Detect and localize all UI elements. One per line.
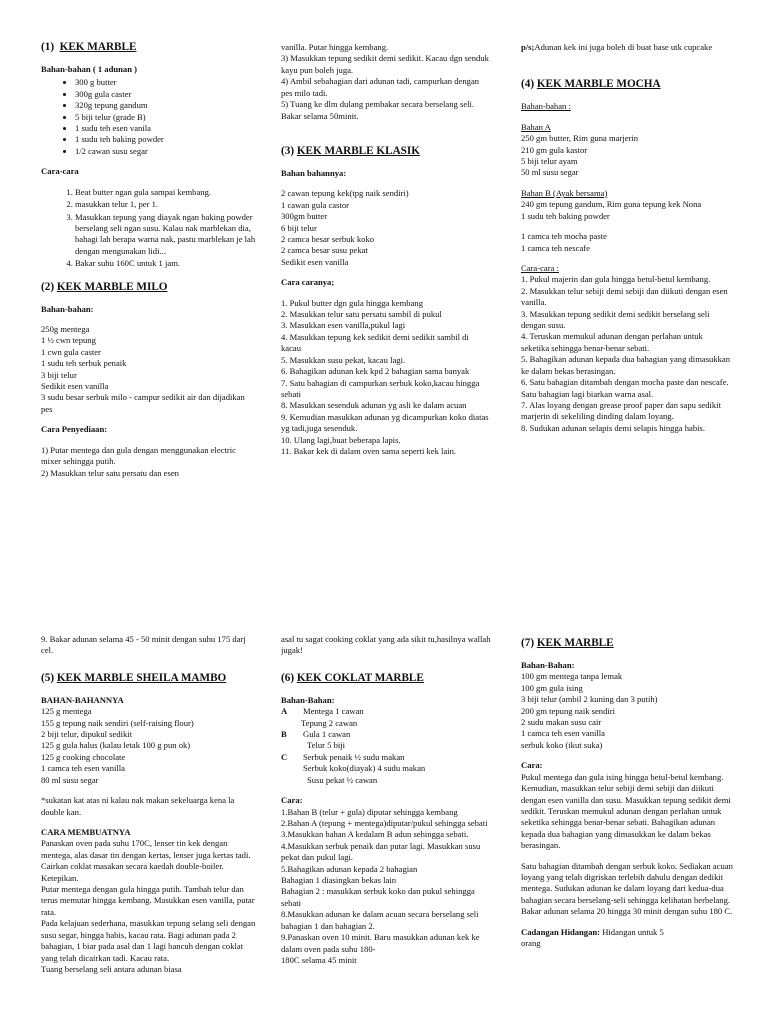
list-item: 1 sudu teh baking powder <box>521 210 610 221</box>
list-item: 250 gm butter, Rim guna marjerin <box>521 133 639 144</box>
ingredient-group-b: B Gula 1 cawan Telur 5 biji <box>281 729 491 752</box>
column-bottom-middle <box>281 634 491 1024</box>
column-top-middle <box>281 42 491 602</box>
list-item: 2. masukkan telur 1, per 1. <box>75 199 256 210</box>
list-item: • 300 g butter <box>75 77 256 88</box>
list-item: 125 g cooking chocolate <box>41 751 126 762</box>
list-item: 5 biji telur ayam <box>521 156 578 166</box>
list-item: 8. Sudukan adunan selapis demi selapis hingga habis. <box>521 422 706 433</box>
list-item: 3 sudu besar serbuk milo - campur sedikit air dan dijadikan pes <box>41 392 245 414</box>
ingredient-group-a: A Mentega 1 cawan Tepung 2 cawan <box>281 706 491 729</box>
list-item: 2 camca besar susu pekat <box>281 245 368 256</box>
list-item: vanilla. Putar hingga kembang. <box>281 42 389 52</box>
list-item: 125 g mentega <box>41 706 92 717</box>
list-item: 1. Pukul majerin dan gula hingga betul-betul kembang. <box>521 274 711 285</box>
method-heading: CARA MEMBUATNYA <box>41 826 131 837</box>
list-item: 5) Tuang ke dlm dulang pembakar secara berselang seli. Bakar selama 50minit. <box>281 99 475 121</box>
recipe-title-3: (3) KEK MARBLE KLASIK <box>281 144 420 157</box>
list-item: 4) Ambil sebahagian dari adunan tadi, campurkan dengan pes milo tadi. <box>281 76 480 98</box>
ingredients-heading: Bahan-bahan ( 1 adunan ) <box>41 63 138 74</box>
list-item: 1 camca teh esen vanilla <box>41 763 125 774</box>
list-item: Susu pekat ½ cawan <box>307 774 378 785</box>
list-item: 1. Pukul butter dgn gula hingga kembang <box>281 297 424 308</box>
paragraph: Pukul mentega dan gula ising hingga betul-betul kembang. Kemudian, masukkan telur sebiji demi sebiji dan diikuti dengan esen vanilla dan susu. Masukkan tepung sedikit demi sedikit. Teruskan memukul adunan dengan perlahan untuk seketika sehingga benar-benar sebati. Bahagikan adunan kepada dua bahagian yang dimasukkan ke dalam bekas berasingan. <box>521 771 731 851</box>
list-item: Sedikit esen vanilla <box>41 381 109 392</box>
list-item: 3 biji telur <box>41 369 77 380</box>
list-item: 2) Masukkan telur satu persatu dan esen <box>41 467 179 478</box>
recipe-title-4: (4) KEK MARBLE MOCHA <box>521 78 661 91</box>
list-item: 11. Bakar kek di dalam oven sama seperti kek lain. <box>281 446 457 457</box>
list-item: • 1/2 cawan susu segar <box>75 146 256 157</box>
list-item: 5. Masukkan susu pekat, kacau lagi. <box>281 354 406 365</box>
serving-suggestion: Cadangan Hidangan: Hidangan untuk 5 <box>521 926 664 937</box>
list-item: Sedikit esen vanilla <box>281 256 349 267</box>
list-item: 210 gm gula kastor <box>521 144 588 155</box>
list-item: 240 gm tepung gandum, Rim guna tepung kek Nona <box>521 199 702 210</box>
ingredients-heading: Bahan-bahan : <box>521 101 571 112</box>
list-item: 7. Alas loyang dengan grease proof paper dan sapu sedikit marjerin di sekeliling dinding dalam loyang. <box>521 400 721 422</box>
list-item: • 5 biji telur (grade B) <box>75 112 256 123</box>
list-item: 2. Masukkan telur sebiji demi sebiji dan diikuti dengan esen vanilla. <box>521 285 728 308</box>
paragraph: Panaskan oven pada suhu 170C, lenser tin kek dengan mentega, alas dasar tin dengan kertas, lenser juga kertas tadi. Cairkan coklat masakan secara kaedah double-boiler. Ketepikan. <box>41 838 251 883</box>
list-item: 2.Bahan A (tepung + mentega)diputar/pukul sehingga sebati <box>281 817 488 828</box>
list-item: 1) Putar mentega dan gula dengan menggunakan electric mixer sehingga putih. <box>41 444 236 467</box>
list-item: 1 cwn gula caster <box>41 346 101 357</box>
method-heading: Cara: <box>521 760 543 771</box>
list-item: Serbuk penaik ½ sudu makan <box>303 751 405 762</box>
list-item: 9.Panaskan oven 10 minit. Baru masukkan adunan kek ke dalam oven pada suhu 180- <box>281 932 480 954</box>
recipe-title-2: (2) KEK MARBLE MILO <box>41 280 168 293</box>
method-heading: Cara Penyediaan: <box>41 424 108 435</box>
list-item: 80 ml susu segar <box>41 774 99 785</box>
method-heading: Cara caranya; <box>281 277 335 288</box>
list-item: 155 g tepung naik sendiri (self-raising flour) <box>41 717 194 728</box>
list-item: Gula 1 cawan <box>303 729 351 739</box>
list-item: 1 sudu teh serbuk penaik <box>41 358 127 369</box>
recipe-title-6: (6) KEK COKLAT MARBLE <box>281 671 424 684</box>
list-item: 4. Masukkan tepung kek sedikit demi sedikit sambil di kacau <box>281 331 469 354</box>
list-item: 8.Masukkan adunan ke dalam acuan secara berselang seli bahagian 1 dan bahagian 2. <box>281 909 479 931</box>
list-item: orang <box>521 938 541 949</box>
list-item: 2. Masukkan telur satu persatu sambil di pukul <box>281 309 442 320</box>
list-item: 200 gm tepung naik sendiri <box>521 705 616 716</box>
list-item: 4.Masukkan serbuk penaik dan putar lagi. Masukkan susu pekat dan pukul lagi. <box>281 840 481 863</box>
list-item: 1. Beat butter ngan gula sampai kembang. <box>75 187 256 198</box>
list-item: Bahagian 1 diasingkan bekas lain <box>281 875 397 886</box>
list-item: 6 biji telur <box>281 222 317 233</box>
list-item: 7. Satu bahagian di campurkan serbuk koko,kacau hingga sebati <box>281 377 480 400</box>
list-item: 1 camca teh nescafe <box>521 242 590 253</box>
list-item: 4. Teruskan memukul adunan dengan perlahan untuk seketika sehingga benar-benar sebati. <box>521 331 703 353</box>
list-item: Tepung 2 cawan <box>301 717 358 728</box>
list-item: 125 g gula halus (kalau letak 100 g pun ok) <box>41 740 191 751</box>
ingredients-heading: Bahan-bahan: <box>41 303 94 314</box>
ingredient-list <box>41 77 256 157</box>
list-item: 4. Bakar suhu 160C untuk 1 jam. <box>75 258 256 269</box>
list-item: • 320g tepung gandum <box>75 100 256 111</box>
list-item: 8. Masukkan sesenduk adunan yg asli ke dalam acuan <box>281 400 467 411</box>
paragraph: Putar mentega dengan gula hingga putih. Tambah telur dan terus memutar hingga kembang. Masukkan esen vanilla, putar rata. <box>41 884 255 917</box>
paragraph: Satu bahagian ditambah dengan serbuk koko. Sediakan acuan loyang yang telah digriskan terlebih dahulu dengan dedikit mentega. Sudukan adunan ke dalam loyang dari kedua-dua bahagian secara berselang-seli sehingga kelihatan berbelang. Bakar adunan selama 20 hingga 30 minit dengan suhu 180 C. <box>521 860 733 917</box>
recipe-title-5: (5) KEK MARBLE SHEILA MAMBO <box>41 671 227 684</box>
ingredients-heading: Bahan bahannya: <box>281 167 347 178</box>
list-item: 6. Satu bahagian ditambah dengan mocha paste dan nescafe. Satu bahagian lagi biarkan warna asal. <box>521 377 729 399</box>
list-item: 1 camca teh mocha paste <box>521 231 607 242</box>
list-item: 3. Masukkan tepung yang diayak ngan baking powder berselang seli ngan susu. Kalau nak marblekan dia, bahagi lah berapa warna nak, pastu marblekan je lah dengan mengunakan lidi... <box>75 212 256 258</box>
list-item: 250g mentega <box>41 323 90 334</box>
list-item: 100 gm gula ising <box>521 682 583 693</box>
list-item: 2 camca besar serbuk koko <box>281 233 375 244</box>
paragraph: asal tu sagat cooking coklat yang ada sikit tu,hasilnya wallah jugak! <box>281 634 491 656</box>
paragraph: Tuang berselang seli antara adunan biasa <box>41 964 182 975</box>
list-item: 9. Kemudian masukkan adunan yg dicampurkan koko diatas yg tadi,juga sesenduk. <box>281 411 489 434</box>
list-item: 5. Bahagikan adunan kepada dua bahagian yang dimasukkan ke dalam bekas berasingan. <box>521 354 731 376</box>
recipe-title-1: (1) KEK MARBLE <box>41 41 137 53</box>
list-item: 100 gm mentega tanpa lemak <box>521 671 623 682</box>
list-item: 5.Bahagikan adunan kepada 2 bahagian <box>281 863 418 874</box>
list-item: Serbuk koko(diayak) 4 sudu makan <box>303 763 426 774</box>
step-list <box>41 187 256 270</box>
list-item: 2 biji telur, dipukul sedikit <box>41 729 133 739</box>
method-heading: Cara: <box>281 795 303 806</box>
ingredient-group-c: C Serbuk penaik ½ sudu makan Serbuk koko(diayak) 4 sudu makan Susu pekat ½ cawan <box>281 752 491 786</box>
column-bottom-left <box>41 634 256 1024</box>
column-top-left <box>41 40 256 600</box>
list-item: 3) Masukkan tepung sedikit demi sedikit. Kacau dgn senduk kayu pun boleh juga. <box>281 53 489 75</box>
list-item: 1 cawan gula castor <box>281 199 350 210</box>
column-bottom-right <box>521 636 733 1024</box>
list-item: 50 ml susu segar <box>521 167 579 178</box>
list-item: 9. Bakar adunan selama 45 - 50 minit dengan suhu 175 darj cel. <box>41 634 246 656</box>
list-item: 3.Masukkan bahan A kedalam B adun sehingga sebati. <box>281 829 469 840</box>
list-item: 6. Bahagikan adunan kek kpd 2 bahagian sama banyak <box>281 366 470 377</box>
group-heading: Bahan A <box>521 121 551 132</box>
group-heading: Bahan B (Ayak bersama) <box>521 187 608 198</box>
list-item: Telur 5 biji <box>307 740 346 751</box>
paragraph: Pada kelajuan sederhana, masukkan tepung selang seli dengan susu segar, hingga habis, kacau rata. Bagi adunan pada 2 bahagian, 1 biar pada asal dan 1 lagi bancuh dengan coklat yang telah dicairkan tadi. Kacau rata. <box>41 918 256 963</box>
list-item: serbuk koko (ikut suka) <box>521 739 603 750</box>
list-item: • 1 sudu teh baking powder <box>75 134 256 145</box>
method-heading: Cara-cara : <box>521 262 559 273</box>
recipe-title-7: (7) KEK MARBLE <box>521 637 614 649</box>
ingredients-heading: Bahan-Bahan: <box>281 694 335 705</box>
list-item: 2 sudu makan susu cair <box>521 717 602 727</box>
ingredients-heading: BAHAN-BAHANNYA <box>41 694 124 705</box>
list-item: 10. Ulang lagi,buat beberapa lapis. <box>281 434 401 445</box>
list-item: 300gm butter <box>281 211 328 222</box>
list-item: 3 biji telur (ambil 2 kuning dan 3 putih) <box>521 694 658 705</box>
list-item: • 300g gula caster <box>75 89 256 100</box>
list-item: Mentega 1 cawan <box>303 706 364 717</box>
note: p/s;Adunan kek ini juga boleh di buat base utk cupcake <box>521 42 713 52</box>
method-heading: Cara-cara <box>41 166 79 177</box>
column-top-right <box>521 42 733 602</box>
ingredients-heading: Bahan-Bahan: <box>521 659 575 670</box>
list-item: 1 camca teh esen vanilla <box>521 728 605 739</box>
list-item: Bahagian 2 : masukkan serbuk koko dan pukul sehingga sebati <box>281 886 475 908</box>
list-item: 1.Bahan B (telur + gula) diputar sehingga kembang <box>281 806 458 817</box>
list-item: 1 ½ cwn tepung <box>41 335 96 346</box>
list-item: 180C selama 45 minit <box>281 955 357 966</box>
list-item: 3. Masukkan esen vanilla,pukul lagi <box>281 320 406 331</box>
list-item: 3. Masukkan tepung sedikit demi sedikit berselang seli dengan susu. <box>521 308 710 331</box>
list-item: • 1 sudu teh esen vanila <box>75 123 256 134</box>
list-item: 2 cawan tepung kek(tpg naik sendiri) <box>281 188 409 199</box>
note: *sukatan kat atas ni kalau nak makan sekeluarga kena la double kan. <box>41 795 235 817</box>
